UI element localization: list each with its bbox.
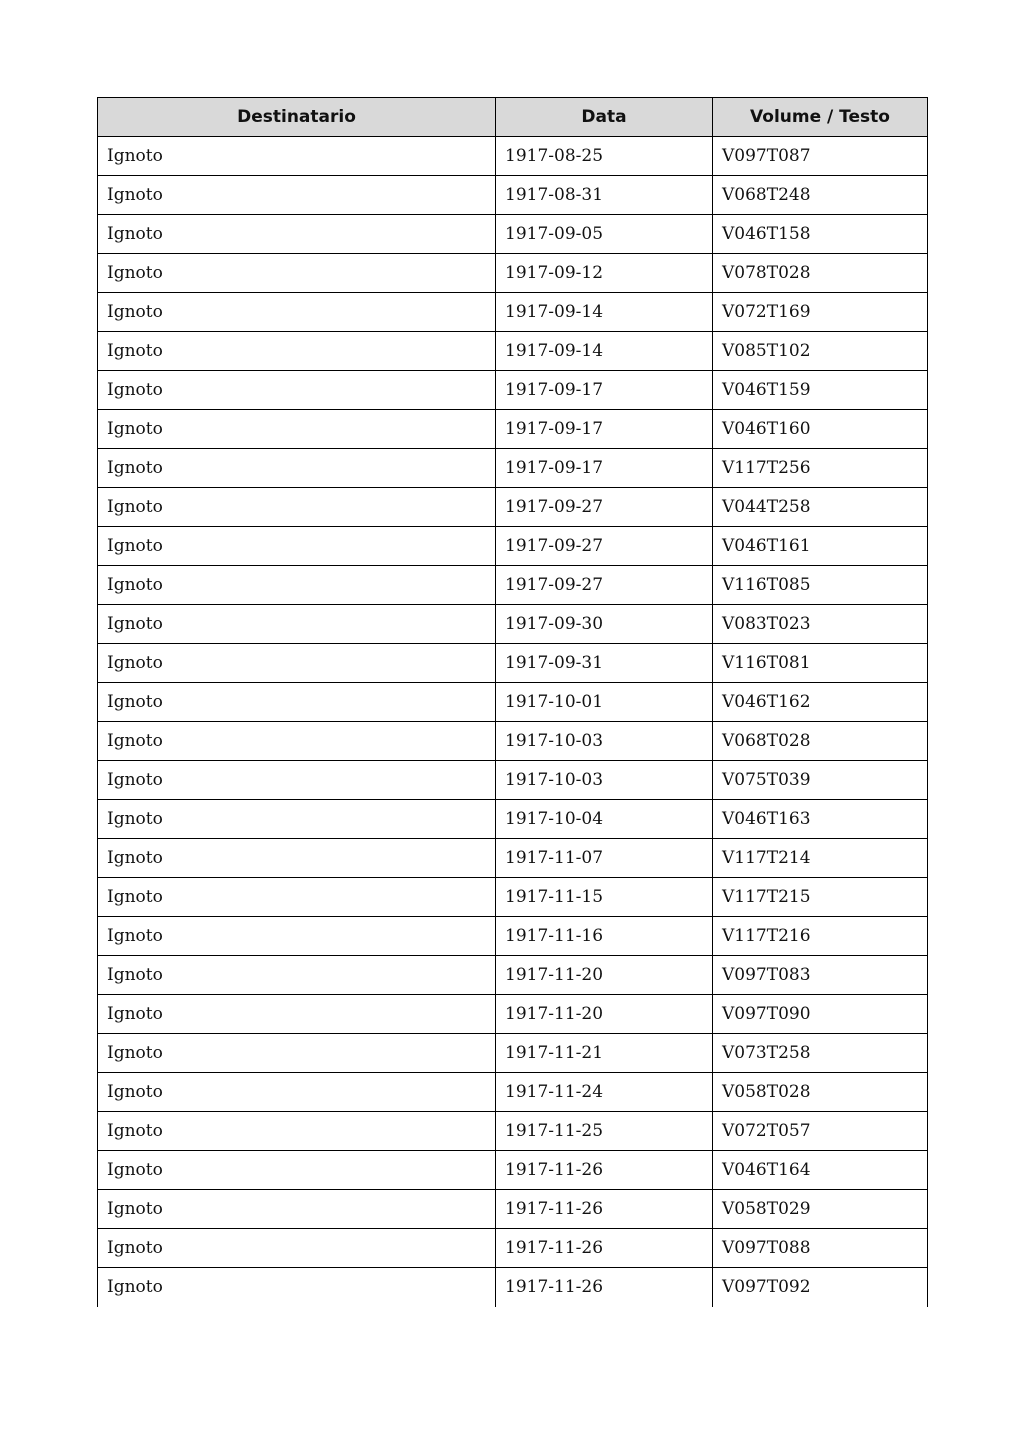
cell-volume-testo: V073T258 xyxy=(713,1034,928,1073)
cell-destinatario: Ignoto xyxy=(98,449,496,488)
cell-volume-testo: V044T258 xyxy=(713,488,928,527)
cell-data: 1917-09-27 xyxy=(496,527,713,566)
table-row xyxy=(98,1112,928,1151)
cell-destinatario: Ignoto xyxy=(98,1268,496,1307)
table-row xyxy=(98,527,928,566)
table-row xyxy=(98,410,928,449)
cell-volume-testo: V068T248 xyxy=(713,176,928,215)
cell-destinatario: Ignoto xyxy=(98,917,496,956)
cell-destinatario: Ignoto xyxy=(98,956,496,995)
cell-destinatario: Ignoto xyxy=(98,605,496,644)
table-row xyxy=(98,254,928,293)
table-row xyxy=(98,449,928,488)
cell-data: 1917-08-25 xyxy=(496,137,713,176)
table-row xyxy=(98,488,928,527)
cell-data: 1917-09-17 xyxy=(496,371,713,410)
cell-destinatario: Ignoto xyxy=(98,722,496,761)
table-row xyxy=(98,1190,928,1229)
cell-destinatario: Ignoto xyxy=(98,644,496,683)
cell-destinatario: Ignoto xyxy=(98,1151,496,1190)
column-header-volume-testo: Volume / Testo xyxy=(713,98,928,137)
cell-data: 1917-09-12 xyxy=(496,254,713,293)
table-row xyxy=(98,1034,928,1073)
cell-volume-testo: V097T088 xyxy=(713,1229,928,1268)
cell-data: 1917-11-26 xyxy=(496,1151,713,1190)
cell-volume-testo: V046T159 xyxy=(713,371,928,410)
cell-data: 1917-11-26 xyxy=(496,1190,713,1229)
cell-data: 1917-09-17 xyxy=(496,449,713,488)
table-row xyxy=(98,683,928,722)
table-row xyxy=(98,761,928,800)
cell-volume-testo: V117T215 xyxy=(713,878,928,917)
cell-data: 1917-11-20 xyxy=(496,995,713,1034)
cell-data: 1917-09-05 xyxy=(496,215,713,254)
cell-data: 1917-10-04 xyxy=(496,800,713,839)
cell-volume-testo: V085T102 xyxy=(713,332,928,371)
cell-destinatario: Ignoto xyxy=(98,371,496,410)
column-header-destinatario: Destinatario xyxy=(98,98,496,137)
cell-destinatario: Ignoto xyxy=(98,254,496,293)
cell-destinatario: Ignoto xyxy=(98,878,496,917)
cell-destinatario: Ignoto xyxy=(98,1073,496,1112)
cell-volume-testo: V046T164 xyxy=(713,1151,928,1190)
table-row xyxy=(98,371,928,410)
cell-destinatario: Ignoto xyxy=(98,566,496,605)
cell-destinatario: Ignoto xyxy=(98,995,496,1034)
cell-volume-testo: V046T158 xyxy=(713,215,928,254)
cell-data: 1917-09-14 xyxy=(496,293,713,332)
cell-destinatario: Ignoto xyxy=(98,176,496,215)
cell-destinatario: Ignoto xyxy=(98,1190,496,1229)
cell-data: 1917-09-27 xyxy=(496,566,713,605)
cell-destinatario: Ignoto xyxy=(98,1112,496,1151)
table-row xyxy=(98,1151,928,1190)
table-row xyxy=(98,137,928,176)
cell-volume-testo: V058T029 xyxy=(713,1190,928,1229)
cell-data: 1917-09-17 xyxy=(496,410,713,449)
cell-volume-testo: V078T028 xyxy=(713,254,928,293)
table-row xyxy=(98,956,928,995)
table-row xyxy=(98,644,928,683)
cell-volume-testo: V097T090 xyxy=(713,995,928,1034)
cell-destinatario: Ignoto xyxy=(98,332,496,371)
cell-volume-testo: V116T085 xyxy=(713,566,928,605)
cell-destinatario: Ignoto xyxy=(98,527,496,566)
cell-data: 1917-11-20 xyxy=(496,956,713,995)
table-row xyxy=(98,800,928,839)
cell-destinatario: Ignoto xyxy=(98,215,496,254)
cell-volume-testo: V072T057 xyxy=(713,1112,928,1151)
table-row xyxy=(98,878,928,917)
table-row xyxy=(98,215,928,254)
cell-destinatario: Ignoto xyxy=(98,800,496,839)
cell-destinatario: Ignoto xyxy=(98,839,496,878)
cell-volume-testo: V083T023 xyxy=(713,605,928,644)
cell-destinatario: Ignoto xyxy=(98,410,496,449)
cell-volume-testo: V117T256 xyxy=(713,449,928,488)
table-row xyxy=(98,1268,928,1307)
cell-data: 1917-11-21 xyxy=(496,1034,713,1073)
cell-destinatario: Ignoto xyxy=(98,293,496,332)
table-row xyxy=(98,1073,928,1112)
table-row xyxy=(98,566,928,605)
table-body xyxy=(98,137,928,1307)
cell-volume-testo: V072T169 xyxy=(713,293,928,332)
cell-volume-testo: V046T161 xyxy=(713,527,928,566)
table-row xyxy=(98,605,928,644)
cell-volume-testo: V097T092 xyxy=(713,1268,928,1307)
table-row xyxy=(98,722,928,761)
table-header-row xyxy=(98,98,928,137)
cell-data: 1917-11-07 xyxy=(496,839,713,878)
cell-volume-testo: V075T039 xyxy=(713,761,928,800)
cell-data: 1917-11-15 xyxy=(496,878,713,917)
cell-data: 1917-10-01 xyxy=(496,683,713,722)
cell-volume-testo: V046T160 xyxy=(713,410,928,449)
cell-volume-testo: V097T083 xyxy=(713,956,928,995)
cell-volume-testo: V117T216 xyxy=(713,917,928,956)
cell-volume-testo: V058T028 xyxy=(713,1073,928,1112)
cell-destinatario: Ignoto xyxy=(98,137,496,176)
cell-data: 1917-09-14 xyxy=(496,332,713,371)
cell-data: 1917-11-26 xyxy=(496,1268,713,1307)
table-row xyxy=(98,917,928,956)
cell-data: 1917-11-24 xyxy=(496,1073,713,1112)
cell-volume-testo: V046T163 xyxy=(713,800,928,839)
cell-data: 1917-09-27 xyxy=(496,488,713,527)
cell-destinatario: Ignoto xyxy=(98,683,496,722)
cell-destinatario: Ignoto xyxy=(98,488,496,527)
cell-destinatario: Ignoto xyxy=(98,1034,496,1073)
cell-destinatario: Ignoto xyxy=(98,761,496,800)
cell-volume-testo: V117T214 xyxy=(713,839,928,878)
cell-data: 1917-08-31 xyxy=(496,176,713,215)
column-header-data: Data xyxy=(496,98,713,137)
cell-destinatario: Ignoto xyxy=(98,1229,496,1268)
cell-data: 1917-10-03 xyxy=(496,761,713,800)
cell-data: 1917-09-31 xyxy=(496,644,713,683)
cell-data: 1917-10-03 xyxy=(496,722,713,761)
cell-volume-testo: V097T087 xyxy=(713,137,928,176)
cell-data: 1917-11-25 xyxy=(496,1112,713,1151)
table-row xyxy=(98,839,928,878)
cell-volume-testo: V068T028 xyxy=(713,722,928,761)
cell-volume-testo: V046T162 xyxy=(713,683,928,722)
table-row xyxy=(98,293,928,332)
cell-data: 1917-11-26 xyxy=(496,1229,713,1268)
table-row xyxy=(98,176,928,215)
cell-data: 1917-11-16 xyxy=(496,917,713,956)
table-row xyxy=(98,332,928,371)
cell-volume-testo: V116T081 xyxy=(713,644,928,683)
table-row xyxy=(98,1229,928,1268)
cell-data: 1917-09-30 xyxy=(496,605,713,644)
table-row xyxy=(98,995,928,1034)
letters-table xyxy=(97,97,928,1307)
